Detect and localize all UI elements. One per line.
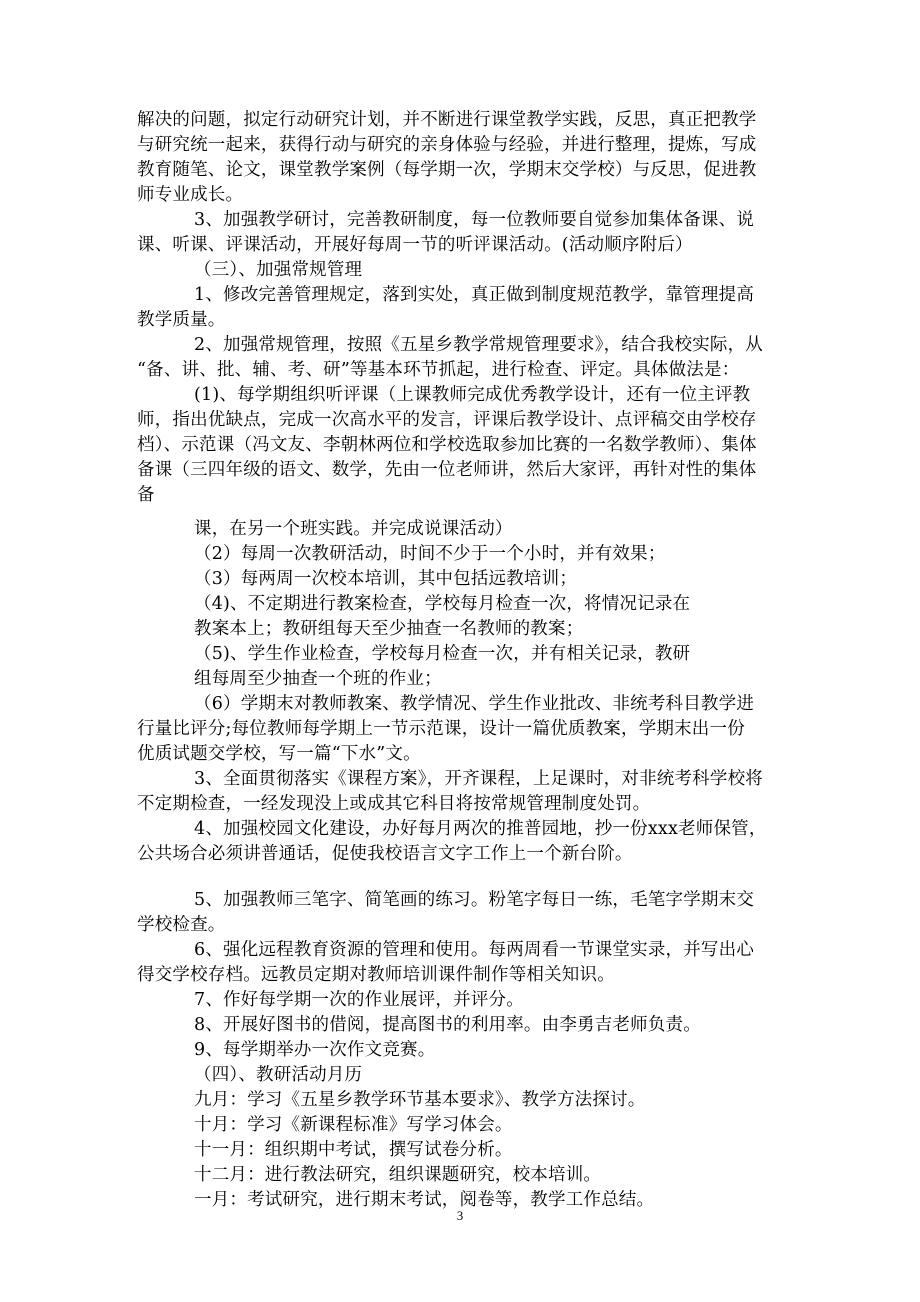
text-line: “备、讲、批、辅、考、研”等基本环节抓起，进行检查、评定。具体做法是： xyxy=(137,360,740,380)
text-line: 档）、示范课（冯文友、李朝林两位和学校选取参加比赛的一名数学教师）、集体 xyxy=(137,435,757,455)
text-line: 2、加强常规管理，按照《五星乡教学常规管理要求》，结合我校实际，从 xyxy=(194,335,763,355)
page-number: 3 xyxy=(456,1208,464,1223)
text-line: 3、加强教学研讨，完善教研制度，每一位教师要自觉参加集体备课、说 xyxy=(194,210,755,230)
text-line: （5)、学生作业检查，学校每月检查一次，并有相关记录，教研 xyxy=(194,644,691,664)
text-line: 学校检查。 xyxy=(137,915,226,935)
text-line: 课，在另一个班实践。并完成说课活动） xyxy=(194,519,513,539)
text-line: 公共场合必须讲普通话，促使我校语言文字工作上一个新台阶。 xyxy=(137,844,633,864)
text-line: 不定期检查，一经发现没上或成其它科目将按常规管理制度处罚。 xyxy=(137,794,651,814)
text-line: 行量比评分;每位教师每学期上一节示范课，设计一篇优质教案，学期末出一份 xyxy=(137,719,745,739)
text-line: （3）每两周一次校本培训，其中包括远教培训； xyxy=(194,569,578,589)
section-heading: （四）、教研活动月历 xyxy=(194,1065,363,1085)
section-heading: （三）、加强常规管理 xyxy=(194,260,363,280)
calendar-entry: 十一月：组织期中考试，撰写试卷分析。 xyxy=(194,1140,513,1160)
calendar-entry: 十二月：进行教法研究，组织课题研究，校本培训。 xyxy=(194,1165,602,1185)
text-line: 师，指出优缺点，完成一次高水平的发言，评课后教学设计、点评稿交由学校存 xyxy=(137,410,757,430)
text-line: 6、强化远程教育资源的管理和使用。每两周看一节课堂实录，并写出心 xyxy=(194,940,755,960)
text-line: (1)、每学期组织听评课（上课教师完成优秀教学设计，还有一位主评教 xyxy=(194,385,751,405)
text-line: 1、修改完善管理规定，落到实处，真正做到制度规范教学，靠管理提高 xyxy=(194,285,755,305)
text-line: 组每周至少抽查一个班的作业； xyxy=(194,669,442,689)
text-line: 教育随笔、论文，课堂教学案例（每学期一次，学期末交学校）与反思，促进教 xyxy=(137,160,757,180)
calendar-entry: 一月：考试研究，进行期末考试，阅卷等，教学工作总结。 xyxy=(194,1190,655,1210)
calendar-entry: 十月：学习《新课程标准》写学习体会。 xyxy=(194,1115,513,1135)
text-line: 3、全面贯彻落实《课程方案》，开齐课程，上足课时，对非统考科学校将 xyxy=(194,769,763,789)
text-line: 教学质量。 xyxy=(137,310,226,330)
text-line: 解决的问题，拟定行动研究计划，并不断进行课堂教学实践，反思，真正把教学 xyxy=(137,110,757,130)
text-line: 7、作好每学期一次的作业展评，并评分。 xyxy=(194,990,524,1010)
text-line: 教案本上；教研组每天至少抽查一名教师的教案； xyxy=(194,619,584,639)
text-line: 得交学校存档。远教员定期对教师培训课件制作等相关知识。 xyxy=(137,965,615,985)
text-line: 4、加强校园文化建设，办好每月两次的推普园地，抄一份xxx老师保管， xyxy=(194,819,767,839)
text-line: 备 xyxy=(137,485,155,505)
text-line: 9、每学期举办一次作文竞赛。 xyxy=(194,1040,436,1060)
text-line: （6）学期末对教师教案、教学情况、学生作业批改、非统考科目教学进 xyxy=(194,694,755,714)
text-line: 8、开展好图书的借阅，提高图书的利用率。由李勇吉老师负责。 xyxy=(194,1015,701,1035)
text-line: 与研究统一起来，获得行动与研究的亲身体验与经验，并进行整理，提炼，写成 xyxy=(137,135,757,155)
text-line: 优质试题交学校，写一篇“下水”文。 xyxy=(137,744,421,764)
text-line: 5、加强教师三笔字、简笔画的练习。粉笔字每日一练，毛笔字学期末交 xyxy=(194,890,755,910)
text-line: 课、听课、评课活动，开展好每周一节的听评课活动。(活动顺序附后） xyxy=(137,235,693,255)
text-line: 备课（三四年级的语文、数学，先由一位老师讲，然后大家评，再针对性的集体 xyxy=(137,460,757,480)
text-line: （2）每周一次教研活动，时间不少于一个小时，并有效果； xyxy=(194,544,666,564)
text-line: （4)、不定期进行教案检查，学校每月检查一次，将情况记录在 xyxy=(194,594,691,614)
calendar-entry: 九月：学习《五星乡教学环节基本要求》、教学方法探讨。 xyxy=(194,1090,646,1110)
text-line: 师专业成长。 xyxy=(137,185,244,205)
